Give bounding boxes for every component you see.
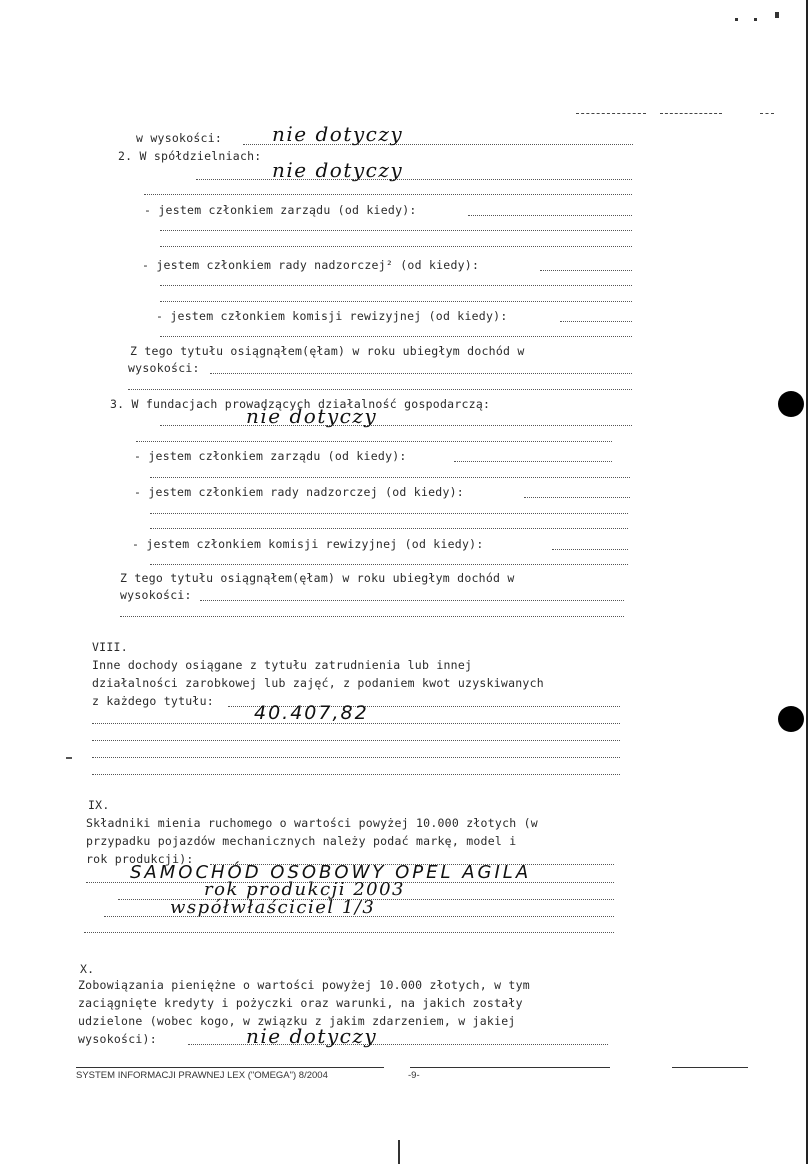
scan-mark (398, 1140, 400, 1164)
section-ix-heading: IX. (88, 798, 110, 812)
item3-label: 3. W fundacjach prowadzących działalność gospodarczą: (110, 397, 491, 411)
scan-speck (754, 18, 757, 21)
f-audit-label: - jestem członkiem komisji rewizyjnej (od kiedy): (132, 537, 484, 551)
fill-line (136, 441, 612, 442)
footer-rule (76, 1067, 384, 1068)
fill-line (560, 321, 632, 322)
scan-speck (735, 18, 738, 21)
handwritten-liabilities: nie dotyczy (246, 1024, 378, 1048)
income-line2: wysokości: (128, 361, 200, 375)
handwritten-cooperatives: nie dotyczy (272, 158, 404, 182)
amount-label: w wysokości: (136, 131, 223, 145)
income-line1: Z tego tytułu osiągnąłem(ęłam) w roku ubiegłym dochód w (130, 344, 525, 358)
fill-line (84, 932, 614, 933)
section-ix-line2: przypadku pojazdów mechanicznych należy podać markę, model i (86, 834, 517, 848)
fill-line (160, 246, 632, 247)
scan-mark (66, 757, 72, 759)
board-member-label: - jestem członkiem zarządu (od kiedy): (144, 203, 417, 217)
section-x-line1: Zobowiązania pieniężne o wartości powyżej 10.000 złotych, w tym (78, 978, 530, 992)
fill-line (120, 616, 624, 617)
handwritten-production-year: rok produkcji 2003 (204, 879, 406, 900)
top-dash (760, 113, 774, 114)
section-viii-line2: działalności zarobkowej lub zajęć, z podaniem kwot uzyskiwanych (92, 676, 544, 690)
section-ix-line1: Składniki mienia ruchomego o wartości powyżej 10.000 złotych (w (86, 816, 538, 830)
section-x-line4: wysokości): (78, 1032, 157, 1046)
top-dash (576, 113, 646, 114)
handwritten-other-income: 40.407,82 (254, 702, 369, 724)
fill-line (200, 600, 624, 601)
fill-line (128, 389, 632, 390)
fill-line (210, 373, 632, 374)
section-viii-line1: Inne dochody osiągane z tytułu zatrudnienia lub innej (92, 658, 473, 672)
f-income-line1: Z tego tytułu osiągnąłem(ęłam) w roku ubiegłym dochód w (120, 571, 515, 585)
fill-line (144, 194, 632, 195)
fill-line (92, 774, 620, 775)
fill-line (160, 285, 632, 286)
fill-line (540, 270, 632, 271)
f-income-line2: wysokości: (120, 588, 192, 602)
handwritten-foundations: nie dotyczy (246, 404, 378, 428)
section-viii-line3: z każdego tytułu: (92, 694, 214, 708)
fill-line (150, 477, 630, 478)
fill-line (196, 179, 632, 180)
fill-line (454, 461, 612, 462)
fill-line (92, 740, 620, 741)
fill-line (150, 513, 628, 514)
handwritten-coowner: współwłaściciel 1/3 (170, 897, 376, 918)
fill-line (150, 564, 628, 565)
footer-rule (410, 1067, 610, 1068)
fill-line (92, 757, 620, 758)
fill-line (160, 336, 632, 337)
punch-hole (778, 391, 804, 417)
top-dash (660, 113, 722, 114)
fill-line (160, 301, 632, 302)
f-board-label: - jestem członkiem zarządu (od kiedy): (134, 449, 407, 463)
section-ix-line3: rok produkcji): (86, 852, 194, 866)
fill-line (552, 549, 628, 550)
item2-label: 2. W spółdzielniach: (118, 149, 262, 163)
section-x-line3: udzielone (wobec kogo, w związku z jakim zdarzeniem, w jakiej (78, 1014, 516, 1028)
f-supervisory-label: - jestem członkiem rady nadzorczej (od kiedy): (134, 485, 464, 499)
supervisory-label: - jestem członkiem rady nadzorczej² (od kiedy): (142, 258, 480, 272)
footer-rule (672, 1067, 748, 1068)
fill-line (150, 528, 628, 529)
fill-line (468, 215, 632, 216)
fill-line (160, 425, 632, 426)
section-x-heading: X. (80, 962, 95, 976)
fill-line (160, 230, 632, 231)
section-x-line2: zaciągnięte kredyty i pożyczki oraz warunki, na jakich zostały (78, 996, 523, 1010)
punch-hole (778, 706, 804, 732)
audit-label: - jestem członkiem komisji rewizyjnej (od kiedy): (156, 309, 508, 323)
scan-speck (775, 12, 779, 18)
section-viii-heading: VIII. (92, 640, 128, 654)
handwritten-vehicle: SAMOCHÓD OSOBOWY OPEL AGILA (130, 862, 532, 883)
footer-page-number: -9- (408, 1070, 420, 1081)
footer-system-text: SYSTEM INFORMACJI PRAWNEJ LEX ("OMEGA") 8/2004 (76, 1070, 328, 1081)
fill-line (524, 497, 630, 498)
handwritten-amount: nie dotyczy (272, 122, 404, 146)
